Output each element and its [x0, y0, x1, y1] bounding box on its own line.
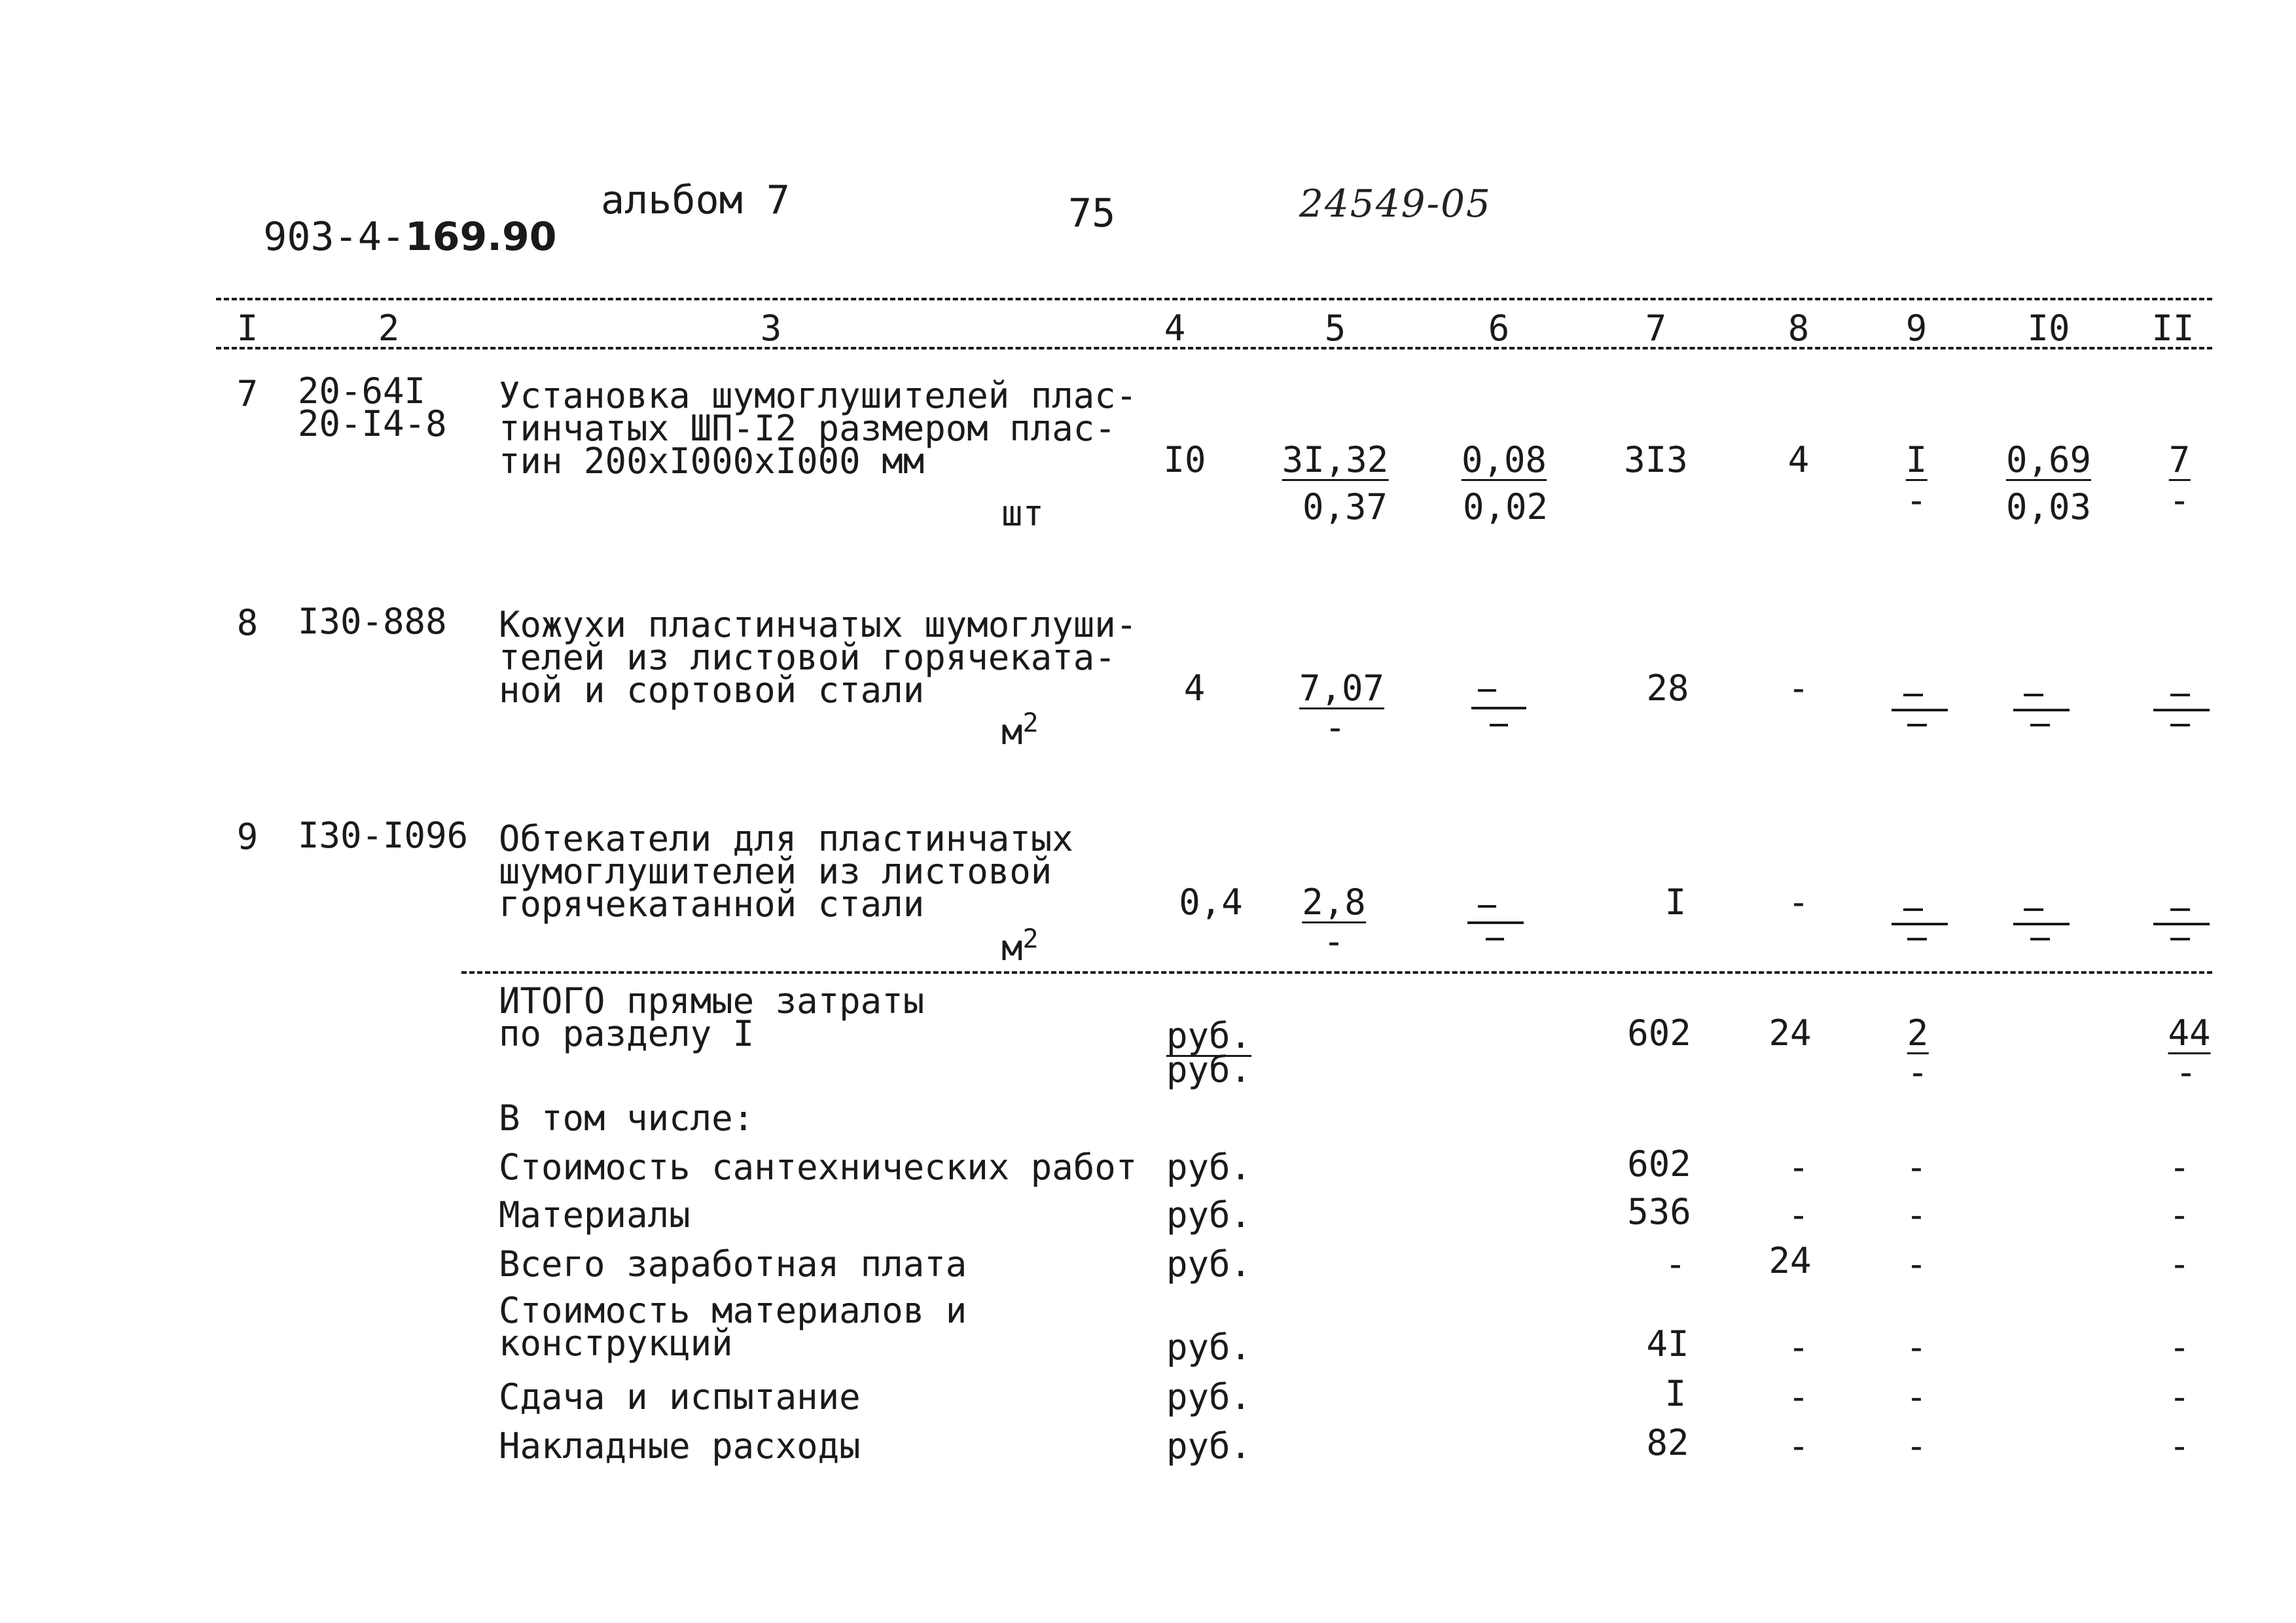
- row-col10-empty-fraction: [2030, 938, 2050, 940]
- row-col10-empty-fraction: [2024, 908, 2043, 911]
- totals-unit-top: руб.: [1166, 1015, 1252, 1056]
- row-unit: [1001, 708, 1039, 753]
- row-col8: 4: [1787, 439, 1810, 480]
- column-header-11: II: [2151, 308, 2195, 349]
- row-col10-empty-fraction: [2013, 923, 2070, 925]
- column-header-3: 3: [760, 308, 782, 349]
- row-col6-top: 0,08: [1461, 439, 1547, 480]
- breakdown-col9: -: [1905, 1147, 1928, 1188]
- row-col11-empty-fraction: [2170, 694, 2190, 696]
- row-unit-superscript: 2: [1022, 708, 1039, 738]
- column-header-5: 5: [1324, 308, 1346, 349]
- document-code-prefix: 903-4-: [263, 214, 405, 260]
- row-col6-empty-fraction: [1467, 921, 1524, 924]
- breakdown-col9: -: [1905, 1425, 1928, 1467]
- row-code: 20-64I 20-I4-8: [298, 370, 447, 444]
- totals-col7: 602: [1627, 1012, 1691, 1054]
- row-col11-empty-fraction: [2170, 908, 2190, 911]
- breakdown-col8: -: [1787, 1147, 1810, 1188]
- row-col4: 0,4: [1179, 882, 1243, 923]
- row-col9-top: I: [1905, 439, 1928, 480]
- totals-separator-rule: [461, 971, 2212, 974]
- breakdown-label: Всего заработная плата: [499, 1243, 967, 1285]
- breakdown-unit: руб.: [1166, 1376, 1252, 1418]
- row-col11-empty-fraction: [2170, 724, 2190, 726]
- breakdown-col7: I: [1664, 1373, 1687, 1414]
- breakdown-col8: -: [1787, 1327, 1810, 1368]
- column-header-4: 4: [1164, 308, 1186, 349]
- totals-col11-top: 44: [2168, 1012, 2211, 1054]
- column-header-2: 2: [378, 308, 400, 349]
- totals-label: ИТОГО прямые затраты по разделу I: [499, 980, 925, 1054]
- row-col6-empty-fraction: [1486, 938, 1504, 940]
- row-col11-empty-fraction: [2170, 938, 2190, 940]
- row-description: Установка шумоглушителей плас- тинчатых ШП-I2 размером плас- тин 200хI000хI000 мм: [499, 375, 1138, 482]
- totals-col9-bottom: -: [1907, 1052, 1929, 1093]
- document-code-suffix: 169.90: [405, 214, 557, 260]
- breakdown-col7: 536: [1627, 1191, 1691, 1232]
- handwritten-reference: 24549-05: [1299, 181, 1492, 226]
- breakdown-col9: -: [1905, 1243, 1928, 1285]
- totals-col11-bottom: -: [2175, 1052, 2197, 1093]
- column-header-10: I0: [2027, 308, 2070, 349]
- row-unit-base: м: [1001, 927, 1023, 969]
- column-header-8: 8: [1787, 308, 1810, 349]
- breakdown-col9: -: [1905, 1194, 1928, 1236]
- row-col9-empty-fraction: [1907, 724, 1927, 726]
- breakdown-col8: -: [1787, 1425, 1810, 1467]
- row-col10-bottom: 0,03: [2005, 486, 2092, 527]
- breakdown-col7: 4I: [1646, 1323, 1689, 1364]
- breakdown-col11: -: [2168, 1243, 2191, 1285]
- row-col7: 28: [1646, 668, 1689, 709]
- breakdown-col11: -: [2168, 1376, 2191, 1418]
- breakdown-col11: -: [2168, 1327, 2191, 1368]
- totals-col8: 24: [1768, 1012, 1812, 1054]
- row-col5-top: 2,8: [1302, 882, 1366, 923]
- totals-col9-top: 2: [1907, 1012, 1929, 1054]
- row-col5-bottom: -: [1324, 707, 1346, 748]
- row-unit-base: м: [1001, 711, 1023, 753]
- breakdown-unit: руб.: [1166, 1327, 1252, 1368]
- document-code: [216, 178, 557, 260]
- row-col6-bottom: 0,02: [1462, 486, 1549, 527]
- row-col11-top: 7: [2168, 439, 2191, 480]
- row-col11-bottom: -: [2168, 480, 2191, 521]
- row-unit-superscript: 2: [1022, 924, 1039, 954]
- breakdown-col8: 24: [1768, 1240, 1812, 1281]
- row-col8: -: [1787, 882, 1810, 923]
- breakdown-label: Материалы: [499, 1194, 691, 1236]
- row-code: I30-I096: [298, 815, 469, 856]
- row-col6-empty-fraction: [1478, 905, 1496, 908]
- totals-unit-bottom: руб.: [1166, 1049, 1252, 1090]
- row-col6-empty-fraction: [1478, 689, 1496, 692]
- row-col4: I0: [1163, 439, 1206, 480]
- row-col11-empty-fraction: [2153, 923, 2210, 925]
- breakdown-col9: -: [1905, 1327, 1928, 1368]
- breakdown-label: Стоимость материалов и конструкций: [499, 1290, 967, 1364]
- page-number: 75: [1068, 190, 1116, 236]
- breakdown-label: Накладные расходы: [499, 1425, 861, 1467]
- row-col9-empty-fraction: [1892, 923, 1948, 925]
- row-col7: 3I3: [1624, 439, 1688, 480]
- breakdown-col7: 82: [1646, 1422, 1689, 1463]
- breakdown-col7: 602: [1627, 1143, 1691, 1185]
- row-col5-top: 3I,32: [1282, 439, 1389, 480]
- row-col11-empty-fraction: [2153, 709, 2210, 711]
- row-unit: [1001, 924, 1039, 969]
- row-number: 7: [236, 373, 259, 414]
- breakdown-col11: -: [2168, 1425, 2191, 1467]
- row-col6-empty-fraction: [1471, 707, 1526, 709]
- column-header-1: I: [236, 308, 259, 349]
- breakdown-unit: руб.: [1166, 1194, 1252, 1236]
- breakdown-col8: -: [1787, 1194, 1810, 1236]
- row-number: 9: [236, 816, 259, 857]
- row-col5-bottom: -: [1323, 921, 1345, 962]
- breakdown-unit: руб.: [1166, 1243, 1252, 1285]
- breakdown-label: Сдача и испытание: [499, 1376, 861, 1418]
- column-header-9: 9: [1905, 308, 1928, 349]
- row-col7: I: [1664, 882, 1687, 923]
- column-header-6: 6: [1488, 308, 1510, 349]
- row-col10-top: 0,69: [2005, 439, 2092, 480]
- row-col10-empty-fraction: [2030, 724, 2050, 726]
- including-label: В том числе:: [499, 1097, 755, 1139]
- row-col5-top: 7,07: [1299, 668, 1385, 709]
- column-header-7: 7: [1645, 308, 1667, 349]
- breakdown-col7: -: [1664, 1243, 1687, 1285]
- row-description: Обтекатели для пластинчатых шумоглушителей из листовой горячекатанной стали: [499, 818, 1073, 925]
- breakdown-unit: руб.: [1166, 1147, 1252, 1188]
- row-code: I30-888: [298, 601, 447, 642]
- row-col9-bottom: -: [1905, 480, 1928, 521]
- breakdown-label: Стоимость сантехнических работ: [499, 1147, 1138, 1188]
- breakdown-col9: -: [1905, 1376, 1928, 1418]
- row-unit: шт: [1001, 493, 1045, 534]
- row-col10-empty-fraction: [2024, 694, 2043, 696]
- row-col9-empty-fraction: [1903, 908, 1923, 911]
- row-col10-empty-fraction: [2013, 709, 2070, 711]
- breakdown-col8: -: [1787, 1376, 1810, 1418]
- header-top-rule: [216, 298, 2212, 300]
- row-number: 8: [236, 602, 259, 643]
- row-description: Кожухи пластинчатых шумоглуши- телей из листовой горячеката- ной и сортовой стали: [499, 604, 1138, 711]
- row-col5-bottom: 0,37: [1302, 486, 1388, 527]
- row-col9-empty-fraction: [1892, 709, 1948, 711]
- breakdown-col11: -: [2168, 1147, 2191, 1188]
- album-label: альбом 7: [601, 177, 790, 223]
- breakdown-unit: руб.: [1166, 1425, 1252, 1467]
- row-col6-empty-fraction: [1490, 724, 1508, 726]
- row-col9-empty-fraction: [1907, 938, 1927, 940]
- row-col9-empty-fraction: [1903, 694, 1923, 696]
- breakdown-col11: -: [2168, 1194, 2191, 1236]
- row-col4: 4: [1183, 668, 1206, 709]
- row-col8: -: [1787, 668, 1810, 709]
